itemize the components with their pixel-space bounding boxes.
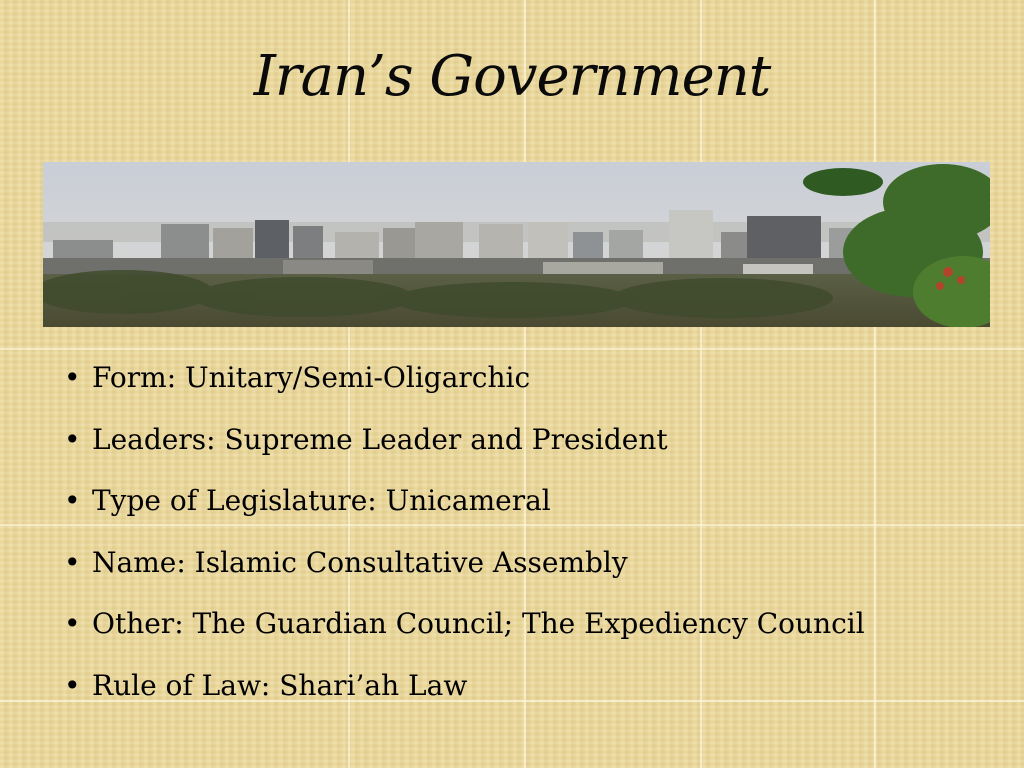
list-item <box>64 479 865 541</box>
list-item <box>64 602 865 664</box>
bullet-marker: • <box>64 607 81 640</box>
bullet-text: Name: Islamic Consultative Assembly <box>92 545 628 579</box>
list-item <box>64 541 865 603</box>
slide-title: Iran’s Government <box>253 44 771 109</box>
bullet-text: Rule of Law: Shari’ah Law <box>92 668 468 702</box>
city-skyline-photo <box>43 162 990 327</box>
bullet-list <box>64 356 865 725</box>
bullet-marker: • <box>64 361 81 394</box>
list-item <box>64 356 865 418</box>
bullet-marker: • <box>64 545 81 579</box>
texture-gridline <box>0 348 1024 350</box>
texture-gridline <box>874 0 876 768</box>
bullet-marker: • <box>64 668 81 702</box>
bullet-text: Type of Legislature: Unicameral <box>92 484 551 517</box>
bullet-text: Leaders: Supreme Leader and President <box>92 422 668 456</box>
bullet-text: Other: The Guardian Council; The Expediency Council <box>92 607 865 640</box>
list-item <box>64 418 865 480</box>
bullet-marker: • <box>64 422 81 456</box>
bullet-text: Form: Unitary/Semi-Oligarchic <box>92 361 531 394</box>
bullet-marker: • <box>64 484 81 517</box>
list-item <box>64 664 865 726</box>
